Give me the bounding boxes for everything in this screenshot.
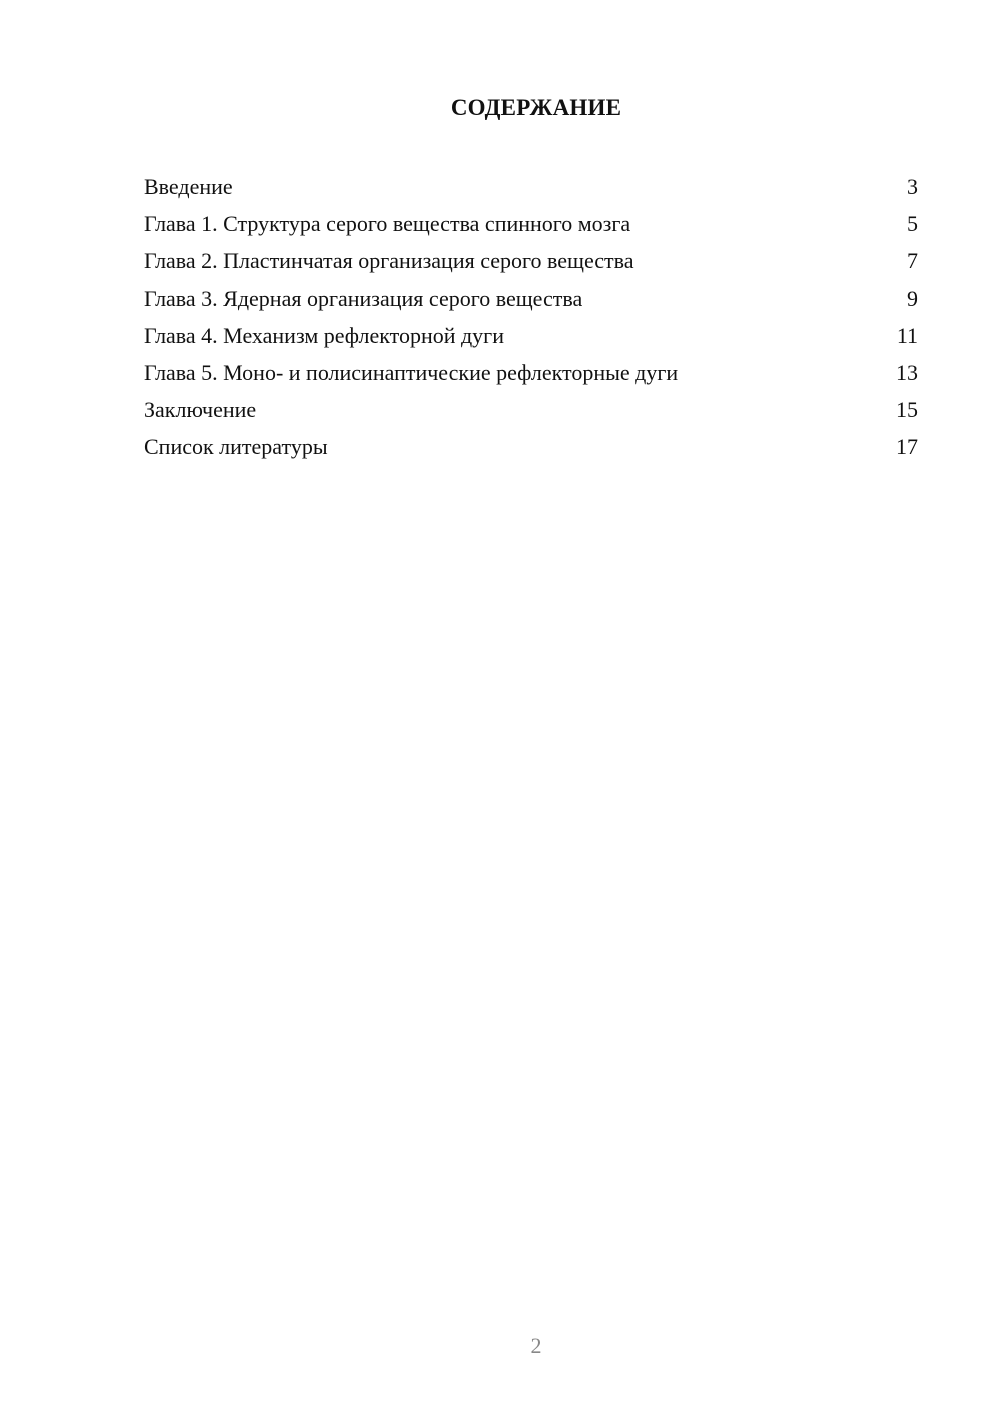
toc-entry-page: 15	[896, 397, 918, 423]
toc-entry-introduction	[144, 168, 918, 205]
toc-entry-title: Список литературы	[144, 434, 328, 460]
toc-entry-page: 5	[907, 211, 918, 237]
toc-entry-chapter-4	[144, 317, 918, 354]
toc-entry-conclusion	[144, 391, 918, 428]
toc-entry-page: 13	[896, 359, 918, 385]
toc-entry-page: 3	[907, 174, 918, 199]
toc-entry-page: 17	[896, 434, 918, 460]
toc-entry-page: 7	[907, 248, 918, 274]
toc-entry-page: 11	[896, 322, 918, 348]
toc-entry-references	[144, 428, 918, 465]
toc-entry-chapter-3	[144, 280, 918, 317]
toc-entry-title: Глава 4. Механизм рефлекторной дуги	[144, 322, 504, 348]
toc-entry-title: Введение	[144, 174, 233, 199]
toc-entry-chapter-1	[144, 205, 918, 242]
toc-entry-title: Глава 3. Ядерная организация серого вещества	[144, 285, 583, 311]
toc-entry-chapter-5	[144, 354, 918, 391]
table-of-contents	[144, 168, 918, 466]
page-number: 2	[530, 1333, 542, 1358]
toc-entry-title: Глава 1. Структура серого вещества спинного мозга	[144, 211, 631, 237]
toc-title: СОДЕРЖАНИЕ	[450, 95, 622, 120]
toc-entry-title: Глава 5. Моно- и полисинаптические рефлекторные дуги	[144, 359, 679, 385]
toc-entry-page: 9	[907, 285, 918, 311]
toc-entry-title: Заключение	[144, 397, 257, 423]
toc-entry-title: Глава 2. Пластинчатая организация серого вещества	[144, 248, 634, 274]
toc-entry-chapter-2	[144, 242, 918, 279]
